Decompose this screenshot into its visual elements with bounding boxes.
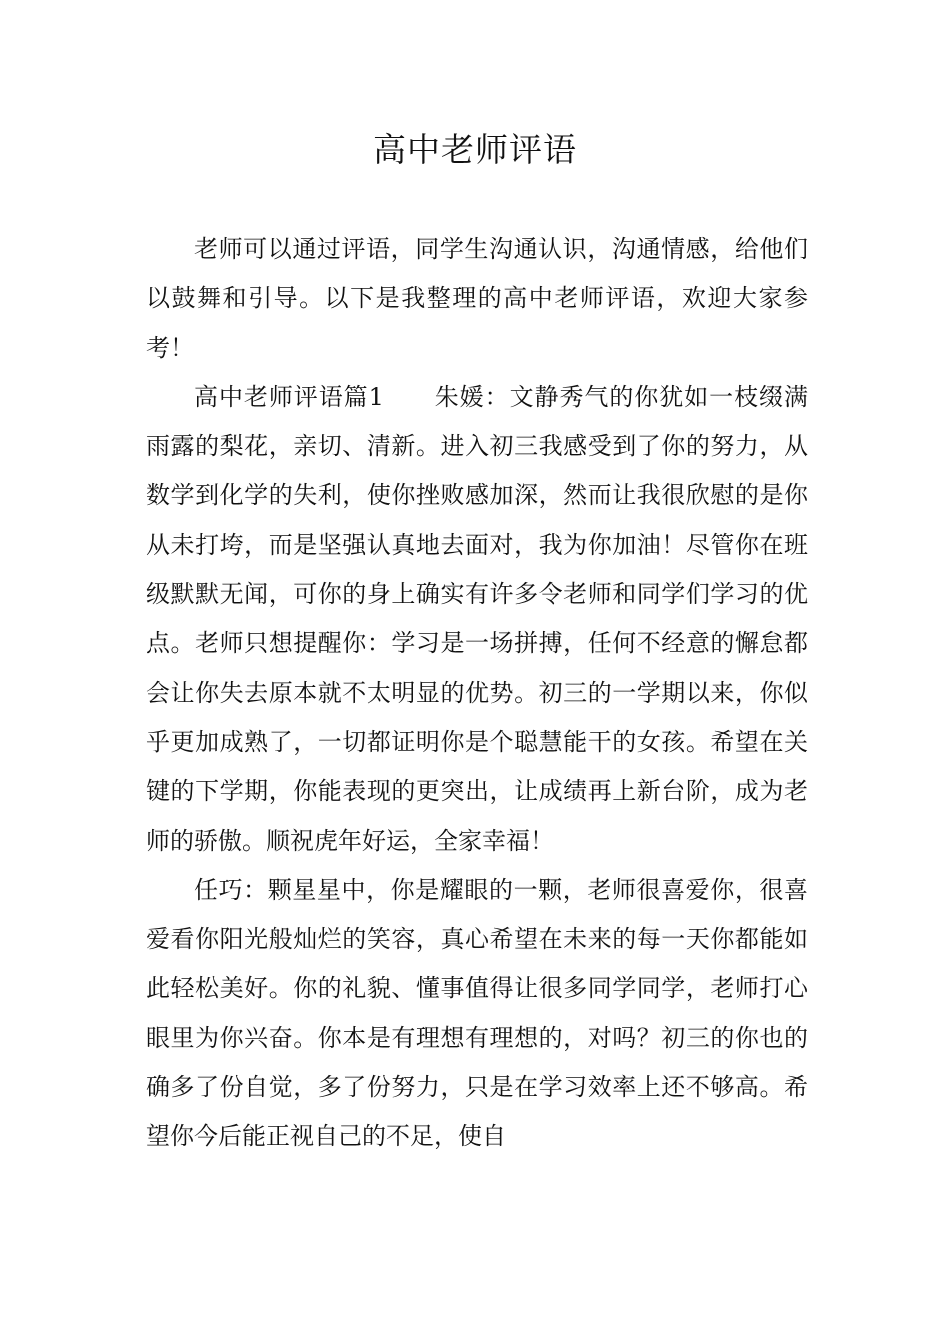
document-body bbox=[146, 225, 808, 1162]
paragraph-comment-1: 高中老师评语篇1 朱媛：文静秀气的你犹如一枝缀满雨露的梨花，亲切、清新。进入初三我感受到了你的努力，从数学到化学的失利，使你挫败感加深，然而让我很欣慰的是你从未打垮，而是坚强认真地去面对，我为你加油！尽管你在班级默默无闻，可你的身上确实有许多令老师和同学们学习的优点。老师只想提醒你：学习是一场拼搏，任何不经意的懈怠都会让你失去原本就不太明显的优势。初三的一学期以来，你似乎更加成熟了，一切都证明你是个聪慧能干的女孩。希望在关键的下学期，你能表现的更突出，让成绩再上新台阶，成为老师的骄傲。顺祝虎年好运，全家幸福！ bbox=[146, 382, 808, 855]
paragraph-intro: 老师可以通过评语，同学生沟通认识，沟通情感，给他们以鼓舞和引导。以下是我整理的高中老师评语，欢迎大家参考！ bbox=[146, 235, 808, 362]
document-title: 高中老师评语 bbox=[373, 130, 577, 169]
paragraph-comment-2: 任巧：颗星星中，你是耀眼的一颗，老师很喜爱你，很喜爱看你阳光般灿烂的笑容，真心希望在未来的每一天你都能如此轻松美好。你的礼貌、懂事值得让很多同学同学，老师打心眼里为你兴奋。你本是有理想有理想的，对吗？初三的你也的确多了份自觉，多了份努力，只是在学习效率上还不够高。希望你今后能正视自己的不足，使自 bbox=[146, 875, 808, 1151]
